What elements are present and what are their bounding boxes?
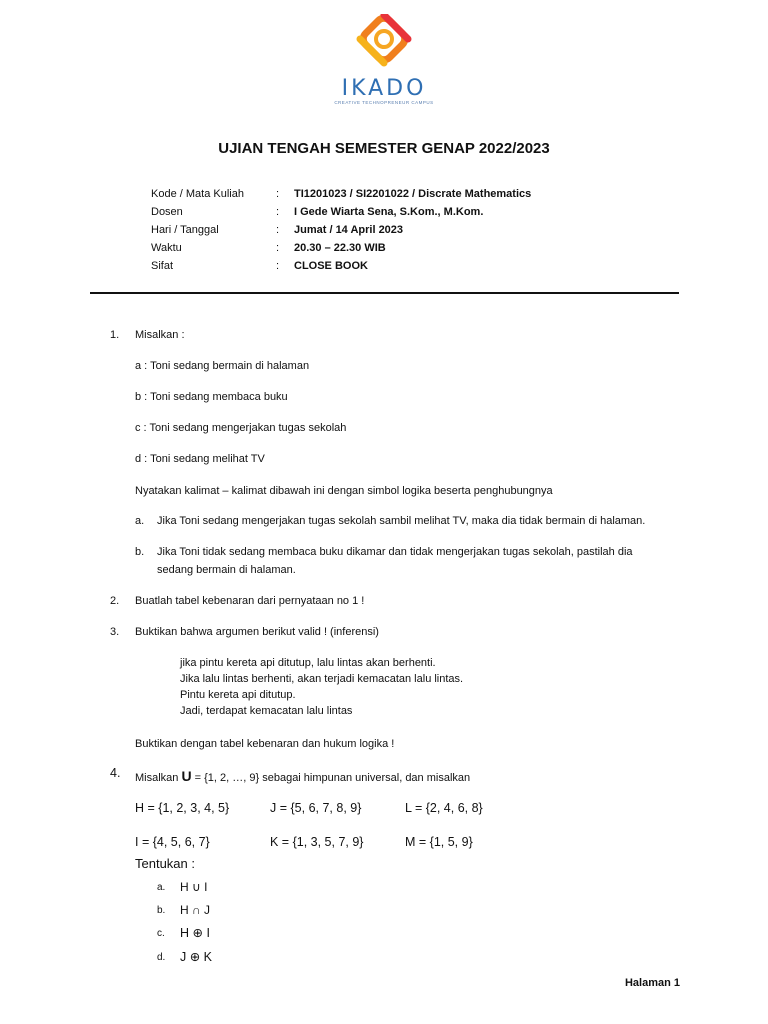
info-label-time: Waktu	[151, 242, 182, 254]
logo-text: IKADO	[341, 76, 427, 101]
info-colon: :	[276, 260, 280, 272]
op-d-letter: d.	[157, 952, 166, 963]
op-c-expr: H ⊕ I	[180, 926, 210, 940]
set-m: M = {1, 5, 9}	[405, 835, 473, 849]
q1a-letter: a.	[135, 515, 145, 527]
info-label-nature: Sifat	[151, 260, 174, 272]
info-label-lecturer: Dosen	[151, 206, 183, 218]
logo-mark-icon	[332, 14, 436, 76]
q1-prop-b: b : Toni sedang membaca buku	[135, 391, 288, 403]
q3-number: 3.	[110, 626, 120, 638]
q2-number: 2.	[110, 595, 120, 607]
info-colon: :	[276, 188, 280, 200]
q4-universal-symbol: U	[181, 768, 192, 784]
set-i: I = {4, 5, 6, 7}	[135, 835, 210, 849]
op-b-expr: H ∩ J	[180, 903, 210, 917]
q2-text: Buatlah tabel kebenaran dari pernyataan no 1 !	[135, 595, 365, 607]
q4-intro-suffix: = {1, 2, …, 9} sebagai himpunan universal, dan misalkan	[191, 772, 471, 784]
q3-text: Buktikan bahwa argumen berikut valid ! (inferensi)	[135, 626, 379, 638]
q4-intro-prefix: Misalkan	[135, 772, 182, 784]
info-value-date: Jumat / 14 April 2023	[294, 224, 404, 236]
q1-prop-a: a : Toni sedang bermain di halaman	[135, 360, 310, 372]
set-h: H = {1, 2, 3, 4, 5}	[135, 801, 230, 815]
info-colon: :	[276, 242, 280, 254]
q1b-text-line1: Jika Toni tidak sedang membaca buku dikamar dan tidak mengerjakan tugas sekolah, pastilah dia	[157, 546, 633, 558]
q1-number: 1.	[110, 329, 120, 341]
q3-premise-1: jika pintu kereta api ditutup, lalu lintas akan berhenti.	[180, 657, 436, 669]
set-k: K = {1, 3, 5, 7, 9}	[270, 835, 364, 849]
q4-intro	[135, 768, 470, 784]
q3-closing: Buktikan dengan tabel kebenaran dan hukum logika !	[135, 738, 395, 750]
info-colon: :	[276, 224, 280, 236]
info-label-course: Kode / Mata Kuliah	[151, 188, 244, 200]
exam-title: UJIAN TENGAH SEMESTER GENAP 2022/2023	[218, 140, 550, 157]
set-j: J = {5, 6, 7, 8, 9}	[270, 801, 362, 815]
op-b-letter: b.	[157, 905, 166, 916]
info-label-date: Hari / Tanggal	[151, 224, 219, 236]
logo-tagline: CREATIVE TECHNOPRENEUR CAMPUS	[334, 100, 434, 105]
q3-premise-2: Jika lalu lintas berhenti, akan terjadi kemacatan lalu lintas.	[180, 673, 464, 685]
q1-prop-c: c : Toni sedang mengerjakan tugas sekolah	[135, 422, 347, 434]
q1a-text: Jika Toni sedang mengerjakan tugas sekolah sambil melihat TV, maka dia tidak bermain di halaman.	[157, 515, 646, 527]
info-value-course: TI1201023 / SI2201022 / Discrate Mathematics	[294, 188, 532, 200]
q3-premise-3: Pintu kereta api ditutup.	[180, 689, 296, 701]
set-l: L = {2, 4, 6, 8}	[405, 801, 483, 815]
q4-tentukan: Tentukan :	[135, 856, 195, 871]
q4-number: 4.	[110, 766, 121, 780]
q1b-letter: b.	[135, 546, 145, 558]
info-value-time: 20.30 – 22.30 WIB	[294, 242, 386, 254]
info-value-lecturer: I Gede Wiarta Sena, S.Kom., M.Kom.	[294, 206, 484, 218]
op-c-letter: c.	[157, 928, 165, 939]
q1-instruction: Nyatakan kalimat – kalimat dibawah ini dengan simbol logika beserta penghubungnya	[135, 485, 553, 497]
ikado-logo	[332, 14, 436, 106]
header-divider	[90, 292, 679, 294]
page-number: Halaman 1	[624, 977, 680, 989]
op-a-letter: a.	[157, 882, 166, 893]
q3-conclusion: Jadi, terdapat kemacatan lalu lintas	[180, 705, 353, 717]
info-colon: :	[276, 206, 280, 218]
q1-prop-d: d : Toni sedang melihat TV	[135, 453, 265, 465]
op-d-expr: J ⊕ K	[180, 950, 213, 964]
q1-intro: Misalkan :	[135, 329, 185, 341]
q1b-text-line2: sedang bermain di halaman.	[157, 564, 296, 576]
info-value-nature: CLOSE BOOK	[294, 260, 368, 272]
op-a-expr: H ∪ I	[180, 880, 208, 894]
